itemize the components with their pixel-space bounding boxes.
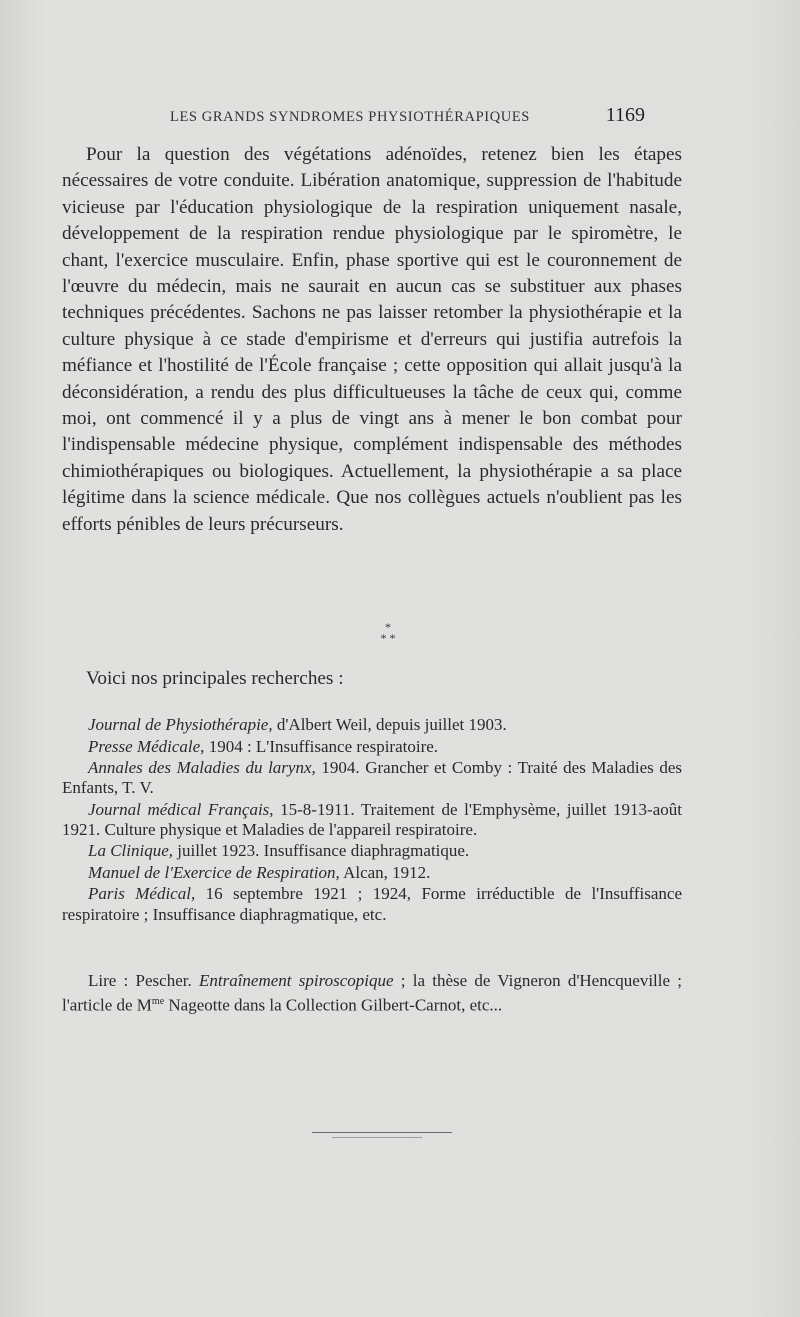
paragraph: Pour la question des végétations adénoïdes, retenez bien les étapes nécessaires de votre conduite. Libération anatomique, suppression de l'habitude vicieuse par l'éducation physiologique de la respiration uniquement nasale, développement de la respiration rendue physiologique par le spiromètre, le chant, l'exercice musculaire. Enfin, phase sportive qui est le couronnement de l'œuvre du médecin, mais ne saurait en aucun cas se substituer aux phases techniques précédentes. Sachons ne pas laisser retomber la physiothérapie et la culture physique à ce stade d'empirisme et d'erreurs qui justifia autrefois la méfiance et l'hostilité de l'École française ; cette opposition qui allait jusqu'à la déconsidération, a rendu des plus difficultueuses la tâche de ceux qui, comme moi, ont commencé il y a plus de vingt ans à mener le bon combat pour l'indispensable médecine physique, complément indispensable des méthodes chimiothérapiques ou biologiques. Actuellement, la physiothérapie a sa place légitime dans la science médicale. Que nos collègues actuels n'oublient pas les efforts pénibles de leurs précurseurs. <box>62 144 682 535</box>
reference-text: 1904 : L'Insuffisance respiratoire. <box>204 736 439 756</box>
main-text <box>62 142 682 538</box>
reference-text: 16 septembre 1921 ; 1924, Forme irréductible de l'Insuffisance respiratoire ; Insuffisance diaphragmatique, etc. <box>62 884 682 924</box>
asterism-top: * <box>385 620 391 634</box>
reference-list <box>62 715 682 926</box>
reading-title: Entraînement spiroscopique <box>198 971 394 990</box>
reference-item <box>62 737 682 757</box>
further-reading <box>62 970 682 1016</box>
reference-title: Journal de Physiothérapie, <box>88 715 273 734</box>
reference-title: Presse Médicale, <box>88 736 205 756</box>
reference-text: Alcan, 1912. <box>339 862 431 882</box>
reference-item <box>62 715 682 735</box>
reading-suffix: Nageotte dans la Collection Gilbert-Carnot, etc... <box>164 995 503 1015</box>
asterism <box>368 622 408 644</box>
running-head: LES GRANDS SYNDROMES PHYSIOTHÉRAPIQUES <box>170 109 530 125</box>
reference-title: Annales des Maladies du larynx, <box>88 758 316 777</box>
reference-item <box>62 758 682 798</box>
reference-text: 1904. Grancher et Comby : Traité des Maladies des Enfants, T. V. <box>62 758 682 798</box>
page-number: 1169 <box>605 104 645 126</box>
reference-text: 15-8-1911. Traitement de l'Emphysème, juillet 1913-août 1921. Culture physique et Maladies de l'appareil respiratoire. <box>62 799 682 839</box>
reference-item <box>62 863 682 883</box>
research-intro: Voici nos principales recherches : <box>86 668 344 689</box>
reference-item <box>62 841 682 861</box>
reference-title: Paris Médical, <box>88 884 196 904</box>
reference-item <box>62 800 682 840</box>
reading-middle: ; la thèse de Vigneron d'Hencqueville ; l'article de M <box>62 971 683 1015</box>
closing-rule-thin <box>332 1137 422 1138</box>
reading-superscript: me <box>151 996 165 1007</box>
reference-title: Journal médical Français, <box>88 799 274 819</box>
reference-title: La Clinique, <box>88 841 174 861</box>
reference-text: d'Albert Weil, depuis juillet 1903. <box>272 715 507 734</box>
reference-item <box>62 884 682 924</box>
reading-prefix: Lire : Pescher. <box>88 971 199 990</box>
closing-rule <box>312 1132 452 1133</box>
page-header <box>170 104 645 127</box>
asterism-bottom: * * <box>380 631 396 645</box>
reference-text: juillet 1923. Insuffisance diaphragmatique. <box>173 841 470 861</box>
reference-title: Manuel de l'Exercice de Respiration, <box>88 862 340 882</box>
